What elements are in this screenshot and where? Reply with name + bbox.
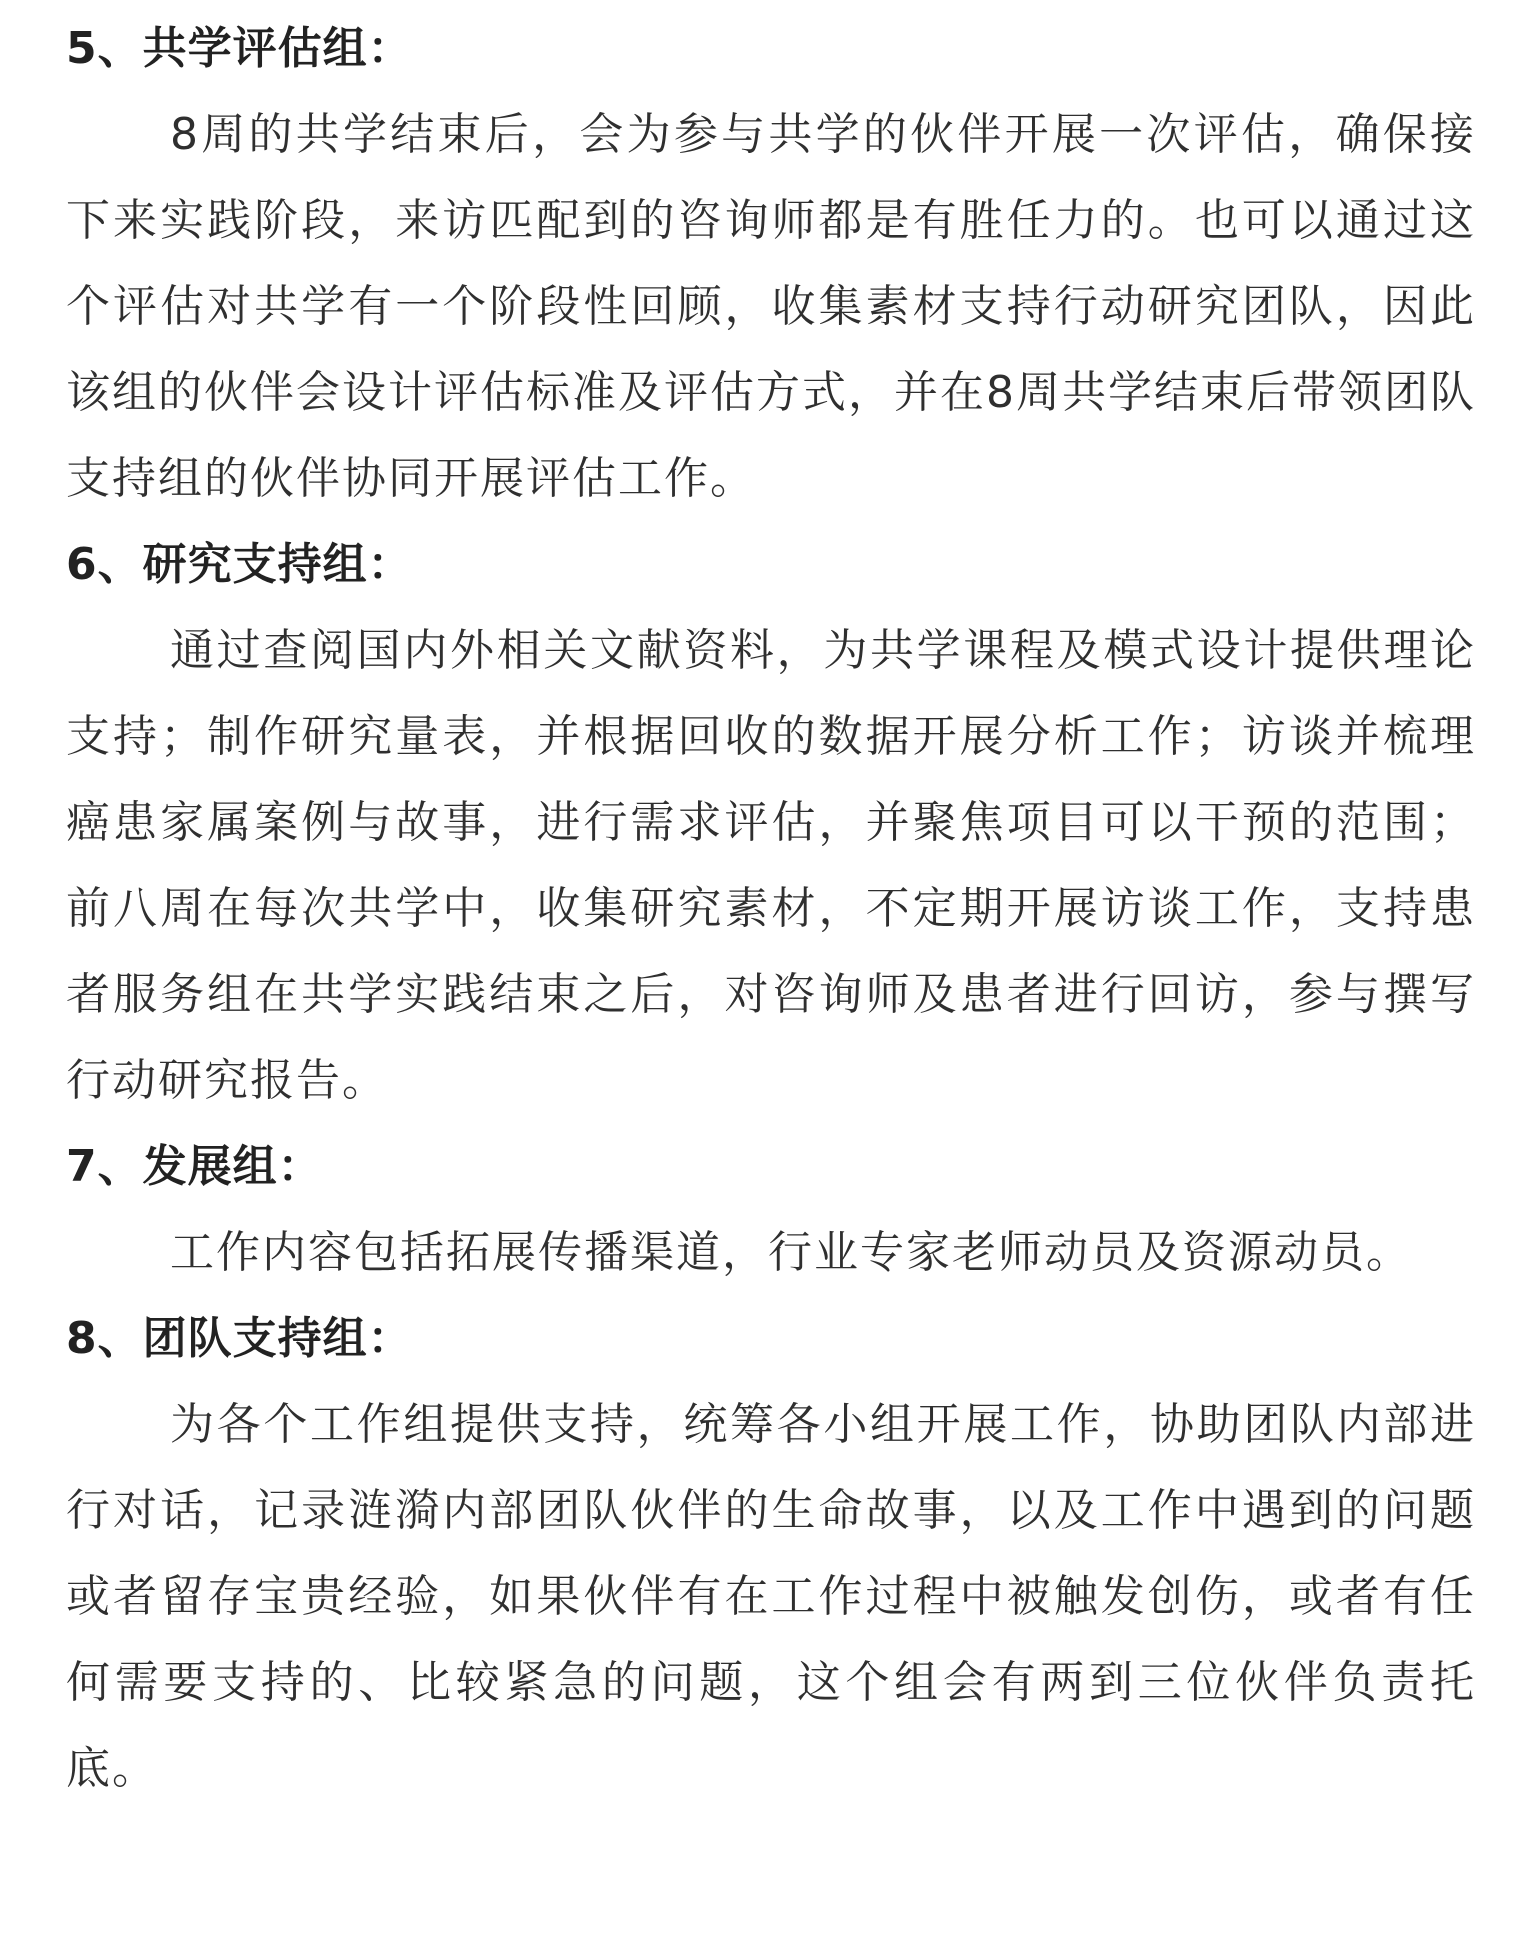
section-paragraph: 工作内容包括拓展传播渠道，行业专家老师动员及资源动员。 (170, 1227, 1412, 1278)
section-paragraph: 8周的共学结束后，会为参与共学的伙伴开展一次评估，确保接下来实践阶段，来访匹配到的咨询师都是有胜任力的。也可以通过这个评估对共学有一个阶段性回顾，收集素材支持行动研究团队，因此该组的伙伴会设计评估标准及评估方式，并在8周共学结束后带领团队支持组的伙伴协同开展评估工作。 (66, 109, 1476, 504)
section-team-support-group (66, 1296, 1476, 1812)
section-paragraph: 通过查阅国内外相关文献资料，为共学课程及模式设计提供理论支持；制作研究量表，并根据回收的数据开展分析工作；访谈并梳理癌患家属案例与故事，进行需求评估，并聚焦项目可以干预的范围；前八周在每次共学中，收集研究素材，不定期开展访谈工作，支持患者服务组在共学实践结束之后，对咨询师及患者进行回访，参与撰写行动研究报告。 (66, 625, 1476, 1106)
section-paragraph: 为各个工作组提供支持，统筹各小组开展工作，协助团队内部进行对话，记录涟漪内部团队伙伴的生命故事，以及工作中遇到的问题或者留存宝贵经验，如果伙伴有在工作过程中被触发创伤，或者有任何需要支持的、比较紧急的问题，这个组会有两到三位伙伴负责托底。 (66, 1399, 1476, 1794)
section-development-group (66, 1124, 1476, 1296)
section-evaluation-group (66, 6, 1476, 522)
section-heading: 5、共学评估组： (66, 23, 413, 74)
section-research-support-group (66, 522, 1476, 1124)
section-heading: 6、研究支持组： (66, 539, 413, 590)
section-heading: 8、团队支持组： (66, 1313, 413, 1364)
document-page (66, 0, 1476, 1812)
section-heading: 7、发展组： (66, 1141, 323, 1192)
